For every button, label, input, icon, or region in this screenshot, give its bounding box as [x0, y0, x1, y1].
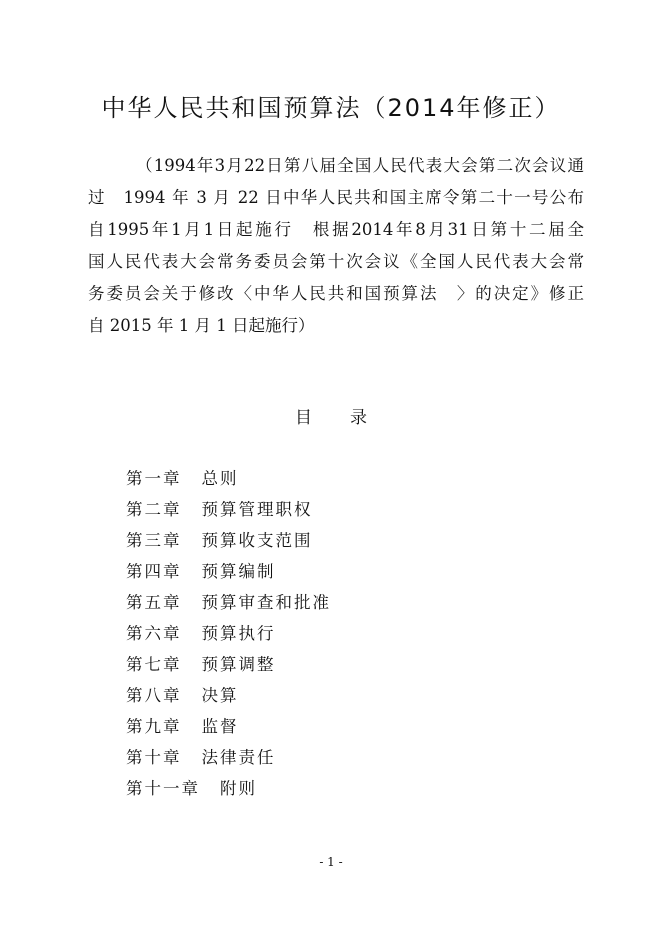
toc-item	[126, 525, 331, 556]
table-of-contents	[126, 463, 331, 804]
toc-chapter-name: 附则	[220, 779, 257, 798]
toc-chapter-name: 预算收支范围	[201, 531, 313, 550]
toc-chapter-number: 第十章	[126, 748, 182, 767]
toc-chapter-name: 预算管理职权	[201, 500, 313, 519]
toc-chapter-name: 总则	[201, 469, 239, 488]
preamble	[88, 150, 584, 342]
preamble-line: （1994年3月22日第八届全国人民代表大会第二次会议通	[136, 156, 584, 175]
toc-item	[126, 618, 331, 649]
toc-item	[126, 463, 331, 494]
toc-chapter-name: 决算	[201, 686, 239, 705]
toc-chapter-number: 第五章	[126, 593, 182, 612]
toc-chapter-number: 第七章	[126, 655, 182, 674]
toc-chapter-number: 第九章	[126, 717, 182, 736]
toc-chapter-number: 第十一章	[126, 779, 200, 798]
preamble-line: 国人民代表大会常务委员会第十次会议《全国人民代表大会常	[88, 252, 584, 271]
toc-item	[126, 680, 331, 711]
toc-chapter-number: 第一章	[126, 469, 182, 488]
preamble-line: 自1995年1月1日起施行 根据2014年8月31日第十二届全	[88, 220, 584, 239]
toc-heading	[0, 403, 662, 428]
page-number: - 1 -	[319, 855, 343, 869]
toc-chapter-number: 第八章	[126, 686, 182, 705]
preamble-line: 过 1994 年 3 月 22 日中华人民共和国主席令第二十一号公布	[88, 188, 584, 207]
toc-chapter-name: 预算编制	[201, 562, 276, 581]
toc-chapter-name: 预算执行	[201, 624, 276, 643]
toc-item	[126, 711, 331, 742]
page-title: 中华人民共和国预算法（2014年修正）	[101, 94, 561, 122]
toc-chapter-number: 第三章	[126, 531, 182, 550]
toc-chapter-number: 第四章	[126, 562, 182, 581]
toc-item	[126, 494, 331, 525]
toc-chapter-name: 监督	[201, 717, 239, 736]
toc-chapter-name: 法律责任	[201, 748, 276, 767]
toc-heading-left: 目	[295, 408, 312, 428]
preamble-line: 务委员会关于修改〈中华人民共和国预算法 〉的决定》修正	[88, 284, 584, 303]
toc-item	[126, 649, 331, 680]
toc-chapter-name: 预算调整	[201, 655, 276, 674]
toc-item	[126, 556, 331, 587]
toc-chapter-number: 第二章	[126, 500, 182, 519]
toc-item	[126, 587, 331, 618]
preamble-line: 自 2015 年 1 月 1 日起施行）	[88, 316, 315, 335]
toc-chapter-name: 预算审查和批准	[201, 593, 331, 612]
toc-item	[126, 742, 331, 773]
toc-heading-right: 录	[350, 408, 367, 428]
toc-chapter-number: 第六章	[126, 624, 182, 643]
toc-item	[126, 773, 331, 804]
